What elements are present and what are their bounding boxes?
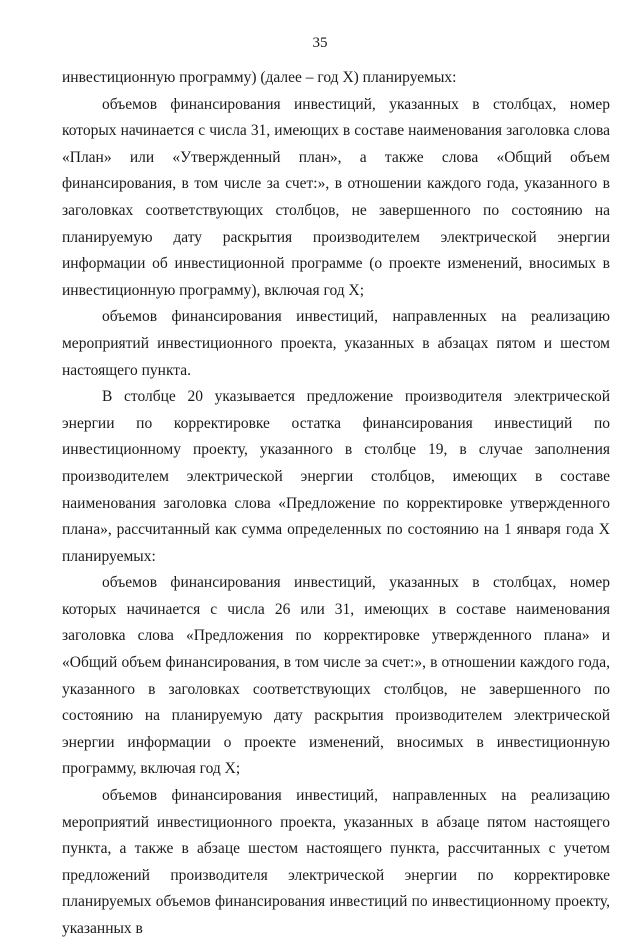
page-number: 35 bbox=[312, 35, 328, 51]
paragraph-list-item-2: объемов финансирования инвестиций, направленных на реализацию мероприятий инвестиционного проекта, указанных в абзацах пятом и шестом настоящего пункта. bbox=[62, 308, 610, 379]
paragraph-list-item-1: объемов финансирования инвестиций, указанных в столбцах, номер которых начинается с числа 31, имеющих в составе наименования заголовка слова «План» или «Утвержденный план», а также слова «Общий объем финансирования, в том числе за счет:», в отношении каждого года, указанного в заголовках соответствующих столбцов, не завершенного по состоянию на планируемую дату раскрытия производителем электрической энергии информации об инвестиционной программе (о проекте изменений, вносимых в инвестиционную программу), включая год X; bbox=[62, 95, 610, 299]
document-body bbox=[62, 65, 610, 943]
paragraph-list-item-4: объемов финансирования инвестиций, направленных на реализацию мероприятий инвестиционного проекта, указанных в абзаце пятом настоящего пункта, а также в абзаце шестом настоящего пункта, рассчитанных с учетом предложений производителя электрической энергии по корректировке планируемых объемов финансирования инвестиций по инвестиционному проекту, указанных в bbox=[62, 787, 610, 937]
paragraph-column-20: В столбце 20 указывается предложение производителя электрической энергии по корректировке остатка финансирования инвестиций по инвестиционному проекту, указанного в столбце 19, в случае заполнения производителем электрической энергии столбцов, имеющих в составе наименования заголовка слова «Предложение по корректировке утвержденного плана», рассчитанный как сумма определенных по состоянию на 1 января года X планируемых: bbox=[62, 388, 610, 565]
paragraph-continuation: инвестиционную программу) (далее – год X) планируемых: bbox=[62, 69, 457, 86]
paragraph-list-item-3: объемов финансирования инвестиций, указанных в столбцах, номер которых начинается с числа 26 или 31, имеющих в составе наименования заголовка слова «Предложения по корректировке утвержденного плана» и «Общий объем финансирования, в том числе за счет:», в отношении каждого года, указанного в заголовках соответствующих столбцов, не завершенного по состоянию на планируемую дату раскрытия производителем электрической энергии информации о проекте изменений, вносимых в инвестиционную программу, включая год X; bbox=[62, 574, 610, 778]
